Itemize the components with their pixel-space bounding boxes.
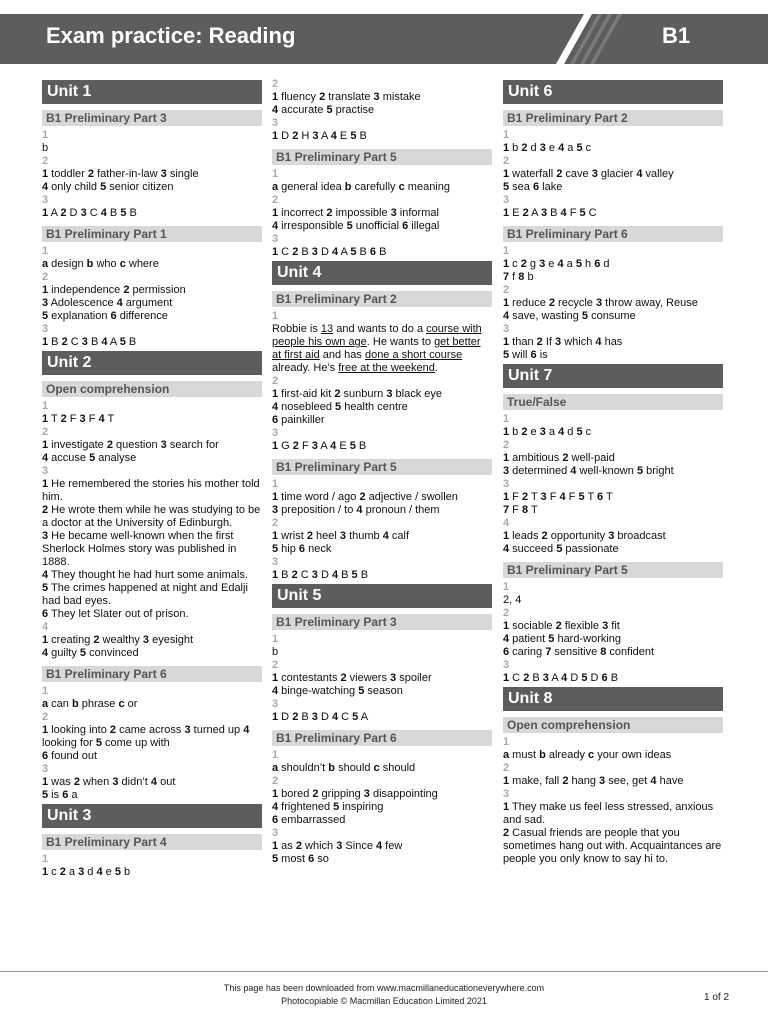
- page-title: Exam practice: Reading: [46, 23, 296, 48]
- exercise-number: 1: [272, 478, 279, 490]
- answer-line: 5 will 6 is: [503, 349, 548, 361]
- answer-line: 1 make, fall 2 hang 3 see, get 4 have: [503, 775, 684, 787]
- answer-line: 1 incorrect 2 impossible 3 informal: [272, 207, 439, 219]
- exercise-number: 3: [503, 323, 510, 335]
- exercise-number: 3: [503, 659, 510, 671]
- exercise-number: 2: [272, 375, 279, 387]
- answer-line: 2, 4: [503, 594, 522, 606]
- answer-line: 6 caring 7 sensitive 8 confident: [503, 646, 655, 658]
- exercise-number: 4: [42, 621, 49, 633]
- answer-line: 1 B 2 C 3 D 4 B 5 B: [272, 569, 369, 581]
- answer-line: 1 leads 2 opportunity 3 broadcast: [503, 530, 666, 542]
- answer-line: 1 reduce 2 recycle 3 throw away, Reuse: [503, 297, 698, 309]
- exercise-number: 2: [503, 284, 510, 296]
- exercise-number: 2: [272, 517, 279, 529]
- unit-heading: Unit 4: [272, 261, 492, 285]
- answer-line: 6 embarrassed: [272, 814, 346, 826]
- answer-line: 4 binge-watching 5 season: [272, 685, 403, 697]
- unit-heading: Unit 2: [42, 351, 262, 375]
- section-heading: Open comprehension: [503, 717, 723, 733]
- exercise-number: 3: [503, 478, 510, 490]
- answer-line: 1 toddler 2 father-in-law 3 single: [42, 168, 199, 180]
- exercise-number: 3: [42, 763, 49, 775]
- section-heading: B1 Preliminary Part 6: [272, 730, 492, 746]
- exercise-number: 1: [272, 749, 279, 761]
- unit-heading: Unit 8: [503, 687, 723, 711]
- answer-line: 1 T 2 F 3 F 4 T: [42, 413, 115, 425]
- answer-line: 4 irresponsible 5 unofficial 6 illegal: [272, 220, 440, 232]
- exercise-number: 3: [503, 788, 510, 800]
- exercise-number: 3: [42, 465, 49, 477]
- unit-heading: Unit 7: [503, 364, 723, 388]
- answer-line: 1 b 2 e 3 a 4 d 5 c: [503, 426, 592, 438]
- answer-line: a can b phrase c or: [42, 698, 138, 710]
- answer-line: 5 is 6 a: [42, 789, 78, 801]
- answer-line: 6 They let Slater out of prison.: [42, 608, 189, 620]
- answer-line: b: [272, 646, 279, 658]
- exercise-number: 1: [503, 581, 510, 593]
- exercise-number: 2: [503, 607, 510, 619]
- exercise-number: 1: [503, 413, 510, 425]
- answer-line: 5 most 6 so: [272, 853, 329, 865]
- exercise-number: 2: [42, 711, 49, 723]
- answer-line: 4 save, wasting 5 consume: [503, 310, 636, 322]
- answer-line: 4 only child 5 senior citizen: [42, 181, 174, 193]
- answer-line: 1 A 2 D 3 C 4 B 5 B: [42, 207, 137, 219]
- exercise-number: 3: [272, 427, 279, 439]
- exercise-number: 3: [272, 698, 279, 710]
- answer-line: 3 He became well-known when the first Sherlock Holmes story was published in 1888.: [42, 530, 237, 568]
- answer-line: a general idea b carefully c meaning: [272, 181, 450, 193]
- answer-line: 7 f 8 b: [503, 271, 534, 283]
- answer-line: 1 contestants 2 viewers 3 spoiler: [272, 672, 432, 684]
- answer-line: 1 waterfall 2 cave 3 glacier 4 valley: [503, 168, 674, 180]
- answer-line: 1 was 2 when 3 didn’t 4 out: [42, 776, 176, 788]
- exercise-number: 1: [42, 129, 49, 141]
- section-heading: B1 Preliminary Part 6: [503, 226, 723, 242]
- answer-line: 1 G 2 F 3 A 4 E 5 B: [272, 440, 367, 452]
- answer-line: 4 frightened 5 inspiring: [272, 801, 384, 813]
- answers-column-1: [42, 78, 262, 879]
- exercise-number: 3: [42, 323, 49, 335]
- answers-column-3: [503, 78, 723, 866]
- answer-line: 1 b 2 d 3 e 4 a 5 c: [503, 142, 592, 154]
- exercise-number: 2: [503, 762, 510, 774]
- answer-line: 1 He remembered the stories his mother told him.: [42, 478, 260, 503]
- answer-line: 5 explanation 6 difference: [42, 310, 168, 322]
- answer-line: 1 as 2 which 3 Since 4 few: [272, 840, 403, 852]
- section-heading: True/False: [503, 394, 723, 410]
- section-heading: B1 Preliminary Part 5: [272, 149, 492, 165]
- answer-line: 1 looking into 2 came across 3 turned up 4 looking for 5 come up with: [42, 724, 250, 749]
- answer-line: 7 F 8 T: [503, 504, 538, 516]
- exercise-number: 1: [42, 400, 49, 412]
- exercise-number: 3: [272, 827, 279, 839]
- exercise-number: 3: [503, 194, 510, 206]
- section-heading: Open comprehension: [42, 381, 262, 397]
- exercise-number: 2: [272, 659, 279, 671]
- answer-line: 1 C 2 B 3 D 4 A 5 B 6 B: [272, 246, 387, 258]
- section-heading: B1 Preliminary Part 3: [42, 110, 262, 126]
- answer-line: 5 The crimes happened at night and Edalji had bad eyes.: [42, 582, 248, 607]
- answer-line: 4 accurate 5 practise: [272, 104, 375, 116]
- exercise-number: 1: [503, 245, 510, 257]
- answer-line: 1 creating 2 wealthy 3 eyesight: [42, 634, 194, 646]
- exercise-number: 2: [503, 439, 510, 451]
- exercise-number: 3: [272, 117, 279, 129]
- answer-line: 1 C 2 B 3 A 4 D 5 D 6 B: [503, 672, 619, 684]
- exercise-number: 1: [272, 168, 279, 180]
- exercise-number: 4: [503, 517, 510, 529]
- section-heading: B1 Preliminary Part 3: [272, 614, 492, 630]
- answer-line: 1 bored 2 gripping 3 disappointing: [272, 788, 438, 800]
- answer-line: 1 investigate 2 question 3 search for: [42, 439, 219, 451]
- answer-line: 1 D 2 H 3 A 4 E 5 B: [272, 130, 367, 142]
- unit-heading: Unit 5: [272, 584, 492, 608]
- answer-line: b: [42, 142, 49, 154]
- answer-line: 1 time word / ago 2 adjective / swollen: [272, 491, 458, 503]
- exercise-number: 2: [42, 426, 49, 438]
- answer-line: 4 guilty 5 convinced: [42, 647, 139, 659]
- unit-heading: Unit 1: [42, 80, 262, 104]
- section-heading: B1 Preliminary Part 4: [42, 834, 262, 850]
- copyright-notice: Photocopiable © Macmillan Education Limited 2021: [281, 996, 487, 1006]
- section-heading: B1 Preliminary Part 6: [42, 666, 262, 682]
- answer-line: 1 c 2 g 3 e 4 a 5 h 6 d: [503, 258, 610, 270]
- answer-line: 1 They make us feel less stressed, anxious and sad.: [503, 801, 714, 826]
- answer-line: a must b already c your own ideas: [503, 749, 672, 761]
- answer-line: 6 found out: [42, 750, 98, 762]
- footer-divider: [0, 971, 768, 972]
- answer-line: 2 Casual friends are people that you sometimes hang out with. Acquaintances are people you only know to say hi to.: [503, 827, 722, 865]
- answer-line: a design b who c where: [42, 258, 159, 270]
- page-number: 1 of 2: [704, 992, 730, 1003]
- exercise-number: 1: [503, 736, 510, 748]
- answer-line: 3 preposition / to 4 pronoun / them: [272, 504, 440, 516]
- answer-line: 4 succeed 5 passionate: [503, 543, 619, 555]
- exercise-number: 3: [42, 194, 49, 206]
- exercise-number: 2: [272, 194, 279, 206]
- exercise-number: 1: [503, 129, 510, 141]
- answer-line: 1 sociable 2 flexible 3 fit: [503, 620, 620, 632]
- answer-line: 1 D 2 B 3 D 4 C 5 A: [272, 711, 369, 723]
- exercise-number: 2: [503, 155, 510, 167]
- exercise-number: 2: [272, 775, 279, 787]
- answers-column-2: [272, 78, 492, 866]
- answer-line: 3 Adolescence 4 argument: [42, 297, 173, 309]
- section-heading: B1 Preliminary Part 2: [272, 291, 492, 307]
- exercise-number: 1: [272, 310, 279, 322]
- answer-line: 1 ambitious 2 well-paid: [503, 452, 615, 464]
- answer-line: 1 c 2 a 3 d 4 e 5 b: [42, 866, 131, 878]
- answer-line: 5 hip 6 neck: [272, 543, 332, 555]
- exercise-number: 2: [42, 271, 49, 283]
- answer-line: 5 sea 6 lake: [503, 181, 563, 193]
- answer-line: Robbie is 13 and wants to do a course with people his own age. He wants to get better at first aid and has done a short course already. He’s free at the weekend.: [272, 323, 482, 374]
- answer-line: 2 He wrote them while he was studying to be a doctor at the University of Edinburgh.: [42, 504, 261, 529]
- answer-line: a shouldn’t b should c should: [272, 762, 416, 774]
- unit-heading: Unit 3: [42, 804, 262, 828]
- exercise-number: 1: [42, 245, 49, 257]
- exercise-number: 1: [42, 685, 49, 697]
- section-heading: B1 Preliminary Part 1: [42, 226, 262, 242]
- answer-line: 1 E 2 A 3 B 4 F 5 C: [503, 207, 597, 219]
- level-badge: B1: [662, 23, 691, 48]
- answer-line: 1 F 2 T 3 F 4 F 5 T 6 T: [503, 491, 613, 503]
- answer-line: 1 wrist 2 heel 3 thumb 4 calf: [272, 530, 410, 542]
- section-heading: B1 Preliminary Part 5: [503, 562, 723, 578]
- answer-line: 1 fluency 2 translate 3 mistake: [272, 91, 421, 103]
- answer-line: 4 patient 5 hard-working: [503, 633, 622, 645]
- section-heading: B1 Preliminary Part 5: [272, 459, 492, 475]
- header-stripes: [556, 14, 626, 64]
- answer-line: 3 determined 4 well-known 5 bright: [503, 465, 674, 477]
- download-notice: This page has been downloaded from www.macmillaneducationeverywhere.com: [223, 983, 545, 993]
- exercise-number: 2: [272, 78, 279, 90]
- answer-line: 4 They thought he had hurt some animals.: [42, 569, 248, 581]
- answer-line: 1 B 2 C 3 B 4 A 5 B: [42, 336, 137, 348]
- unit-heading: Unit 6: [503, 80, 723, 104]
- exercise-number: 1: [272, 633, 279, 645]
- answer-line: 6 painkiller: [272, 414, 325, 426]
- exercise-number: 1: [42, 853, 49, 865]
- section-heading: B1 Preliminary Part 2: [503, 110, 723, 126]
- answer-line: 4 accuse 5 analyse: [42, 452, 137, 464]
- answer-line: 1 than 2 If 3 which 4 has: [503, 336, 623, 348]
- exercise-number: 3: [272, 556, 279, 568]
- exercise-number: 3: [272, 233, 279, 245]
- answer-line: 1 independence 2 permission: [42, 284, 186, 296]
- page-header: [0, 14, 768, 64]
- exercise-number: 2: [42, 155, 49, 167]
- answer-line: 4 nosebleed 5 health centre: [272, 401, 408, 413]
- answer-line: 1 first-aid kit 2 sunburn 3 black eye: [272, 388, 443, 400]
